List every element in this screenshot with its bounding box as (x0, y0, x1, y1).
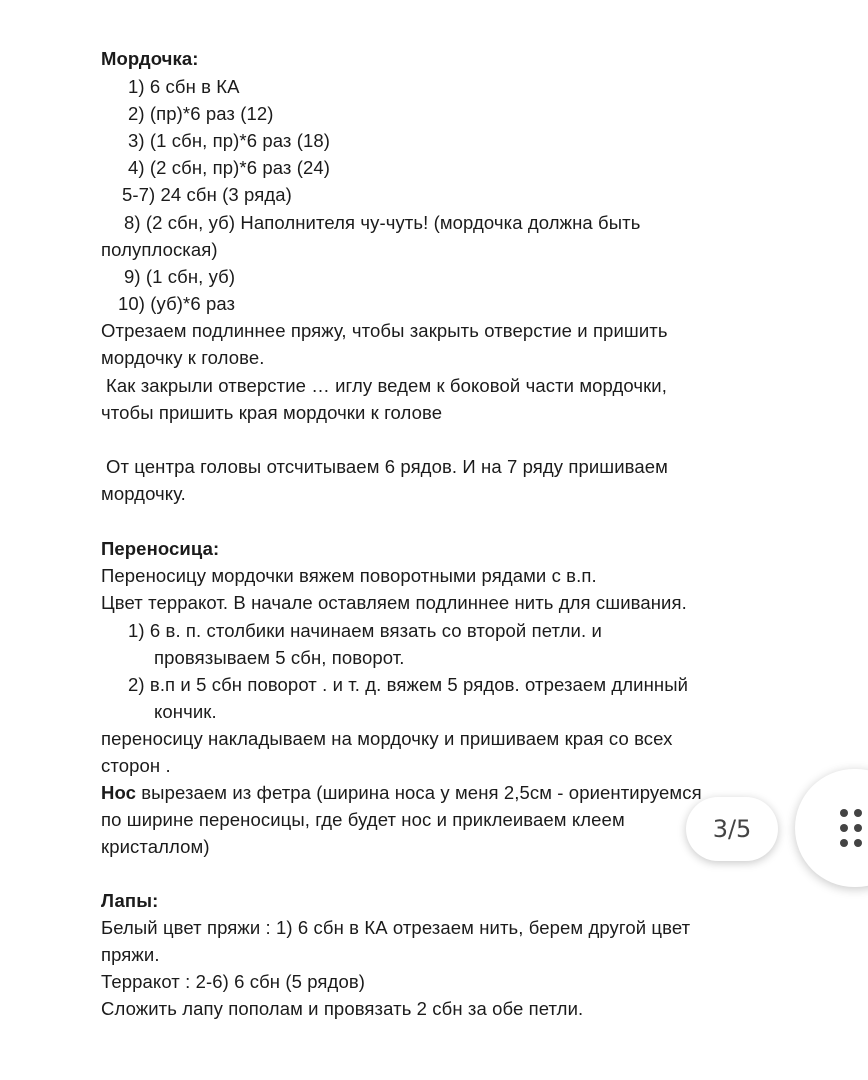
grid-view-button[interactable] (795, 769, 868, 887)
muzzle-step-1: 1) 6 сбн в КА (128, 76, 240, 97)
muzzle-step-2: 2) (пр)*6 раз (12) (128, 103, 274, 124)
muzzle-heading: Мордочка: (101, 48, 199, 69)
muzzle-step-10: 10) (уб)*6 раз (118, 293, 236, 314)
nose-paragraph-cont-2: кристаллом) (101, 836, 210, 857)
muzzle-step-9: 9) (1 сбн, уб) (124, 266, 236, 287)
nose-label: Нос (101, 782, 137, 803)
paws-heading: Лапы: (101, 890, 159, 911)
muzzle-step-8-cont: полуплоская) (101, 239, 218, 260)
bridge-step-2-cont: кончик. (154, 701, 217, 722)
nose-paragraph (101, 782, 702, 804)
paws-line-3: Сложить лапу пополам и провязать 2 сбн за обе петли. (101, 998, 584, 1019)
muzzle-paragraph-2-cont: чтобы пришить края мордочки к голове (101, 402, 443, 423)
muzzle-step-4: 4) (2 сбн, пр)*6 раз (24) (128, 157, 331, 178)
bridge-intro-1: Переносицу мордочки вяжем поворотными рядами с в.п. (101, 565, 597, 586)
grid-dots-icon (840, 809, 864, 849)
bridge-paragraph-cont: сторон . (101, 755, 171, 776)
bridge-heading: Переносица: (101, 538, 220, 559)
paws-line-1-cont: пряжи. (101, 944, 160, 965)
muzzle-paragraph-2: Как закрыли отверстие … иглу ведем к боковой части мордочки, (106, 375, 667, 396)
nose-paragraph-cont-1: по ширине переносицы, где будет нос и приклеиваем клеем (101, 809, 625, 830)
page-indicator: 3/5 (686, 797, 778, 861)
bridge-step-2: 2) в.п и 5 сбн поворот . и т. д. вяжем 5 рядов. отрезаем длинный (128, 674, 689, 695)
bridge-intro-2: Цвет терракот. В начале оставляем подлиннее нить для сшивания. (101, 592, 687, 613)
muzzle-step-5-7: 5-7) 24 сбн (3 ряда) (122, 184, 292, 205)
nose-text: вырезаем из фетра (ширина носа у меня 2,5см - ориентируемся (136, 782, 702, 803)
bridge-step-1: 1) 6 в. п. столбики начинаем вязать со второй петли. и (128, 620, 602, 641)
muzzle-paragraph-3-cont: мордочку. (101, 483, 186, 504)
paws-line-2: Терракот : 2-6) 6 сбн (5 рядов) (101, 971, 366, 992)
muzzle-step-3: 3) (1 сбн, пр)*6 раз (18) (128, 130, 331, 151)
muzzle-paragraph-3: От центра головы отсчитываем 6 рядов. И на 7 ряду пришиваем (106, 456, 669, 477)
paws-line-1: Белый цвет пряжи : 1) 6 сбн в КА отрезаем нить, берем другой цвет (101, 917, 691, 938)
bridge-paragraph: переносицу накладываем на мордочку и пришиваем края со всех (101, 728, 673, 749)
muzzle-paragraph-1: Отрезаем подлиннее пряжу, чтобы закрыть отверстие и пришить (101, 320, 668, 341)
muzzle-paragraph-1-cont: мордочку к голове. (101, 347, 265, 368)
bridge-step-1-cont: провязываем 5 сбн, поворот. (154, 647, 405, 668)
muzzle-step-8: 8) (2 сбн, уб) Наполнителя чу-чуть! (мордочка должна быть (124, 212, 641, 233)
